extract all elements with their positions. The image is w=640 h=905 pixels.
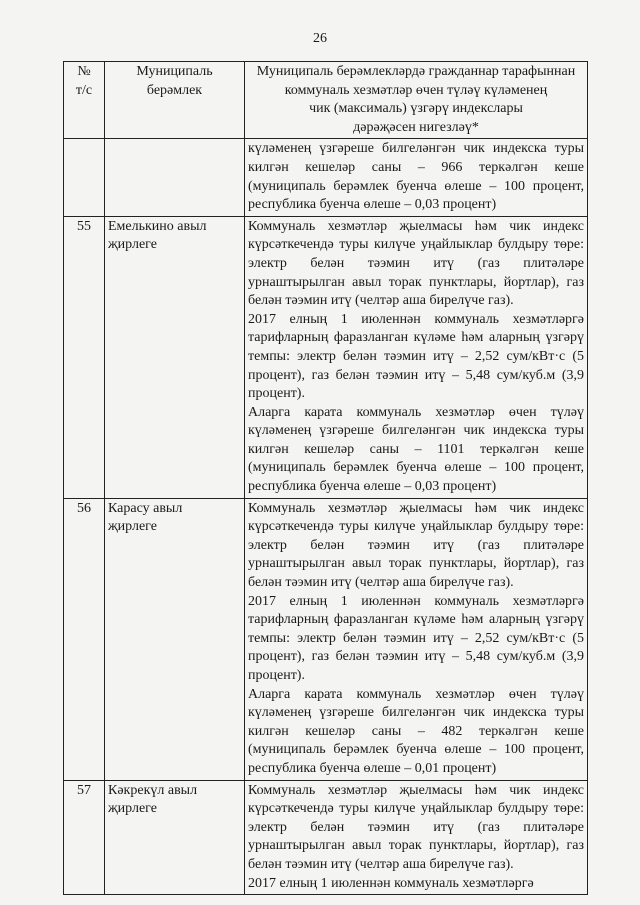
table-row xyxy=(64,216,588,498)
municipality-name: Карасу авыл җирлеге xyxy=(105,498,245,780)
table-header-row xyxy=(64,62,588,139)
row-number: 57 xyxy=(64,780,105,895)
page-number: 26 xyxy=(313,31,327,46)
row-number: 56 xyxy=(64,498,105,780)
header-number: № т/с xyxy=(64,62,105,139)
justification-cell xyxy=(245,780,588,895)
paragraph: Коммуналь хезмәтләр җыелмасы һәм чик индекс күрсәткечендә туры килүче уңайлыклар булдыру төре: электр белән тәэмин итү (газ плитәләре урнаштырылган авыл торак пунктлары, йортлар), газ белән тәэмин итү (челтәр аша бирелүче газ). xyxy=(248,782,584,872)
paragraph: 2017 елның 1 июленнән коммуналь хезмәтләргә тарифларның фаразланган күләме һәм аларның үзгәрү темпы: электр белән тәэмин итү – 2,52 сум/кВт·с (5 процент), газ белән тәэмин итү – 5,48 сум/куб.м (3,9 процент). xyxy=(248,593,584,683)
continuation-text: күләменең үзгәреше билгеләнгән чик индекска туры килгән кешеләр саны – 966 теркәлгән кеше (муниципаль берәмлек буенча өлеше – 100 процент, республика буенча өлеше – 0,03 процент) xyxy=(245,139,588,216)
municipality-name: Емелькино авыл җирлеге xyxy=(105,216,245,498)
cell-empty xyxy=(105,139,245,216)
paragraph: Коммуналь хезмәтләр җыелмасы һәм чик индекс күрсәткечендә туры килүче уңайлыклар булдыру төре: электр белән тәэмин итү (газ плитәләре урнаштырылган авыл торак пунктлары, йортлар), газ белән тәэмин итү (челтәр аша бирелүче газ). xyxy=(248,218,584,309)
table-row xyxy=(64,780,588,895)
table-row-continuation xyxy=(64,139,588,216)
paragraph: Коммуналь хезмәтләр җыелмасы һәм чик индекс күрсәткечендә туры килүче уңайлыклар булдыру төре: электр белән тәэмин итү (газ плитәләре урнаштырылган авыл торак пунктлары, йортлар), газ белән тәэмин итү (челтәр аша бирелүче газ). xyxy=(248,500,584,591)
paragraph: 2017 елның 1 июленнән коммуналь хезмәтләргә xyxy=(248,875,534,891)
municipality-name: Кәкрекүл авыл җирлеге xyxy=(105,780,245,895)
header-municipality: Муниципаль берәмлек xyxy=(105,62,245,139)
row-number: 55 xyxy=(64,216,105,498)
header-justification: Муниципаль берәмлекләрдә гражданнар тарафыннан коммуналь хезмәтләр өчен түләү күләменең чик (максималь) үзгәрү индекслары дәрәҗәсен нигезләү* xyxy=(245,62,588,139)
table-row xyxy=(64,498,588,780)
paragraph: Аларга карата коммуналь хезмәтләр өчен түләү күләменең үзгәреше билгеләнгән чик индекска туры килгән кешеләр саны – 1101 теркәлгән кеше (муниципаль берәмлек буенча өлеше – 100 процент, республика буенча өлеше – 0,03 процент) xyxy=(248,404,584,495)
tariff-table xyxy=(63,61,588,895)
cell-empty xyxy=(64,139,105,216)
paragraph: 2017 елның 1 июленнән коммуналь хезмәтләргә тарифларның фаразланган күләме һәм аларның үзгәрү темпы: электр белән тәэмин итү – 2,52 сум/кВт·с (5 процент), газ белән тәэмин итү – 5,48 сум/куб.м (3,9 процент). xyxy=(248,311,584,402)
justification-cell xyxy=(245,216,588,498)
justification-cell xyxy=(245,498,588,780)
paragraph: Аларга карата коммуналь хезмәтләр өчен түләү күләменең үзгәреше билгеләнгән чик индекска туры килгән кешеләр саны – 482 теркәлгән кеше (муниципаль берәмлек буенча өлеше – 100 процент, республика буенча өлеше – 0,01 процент) xyxy=(248,686,584,776)
